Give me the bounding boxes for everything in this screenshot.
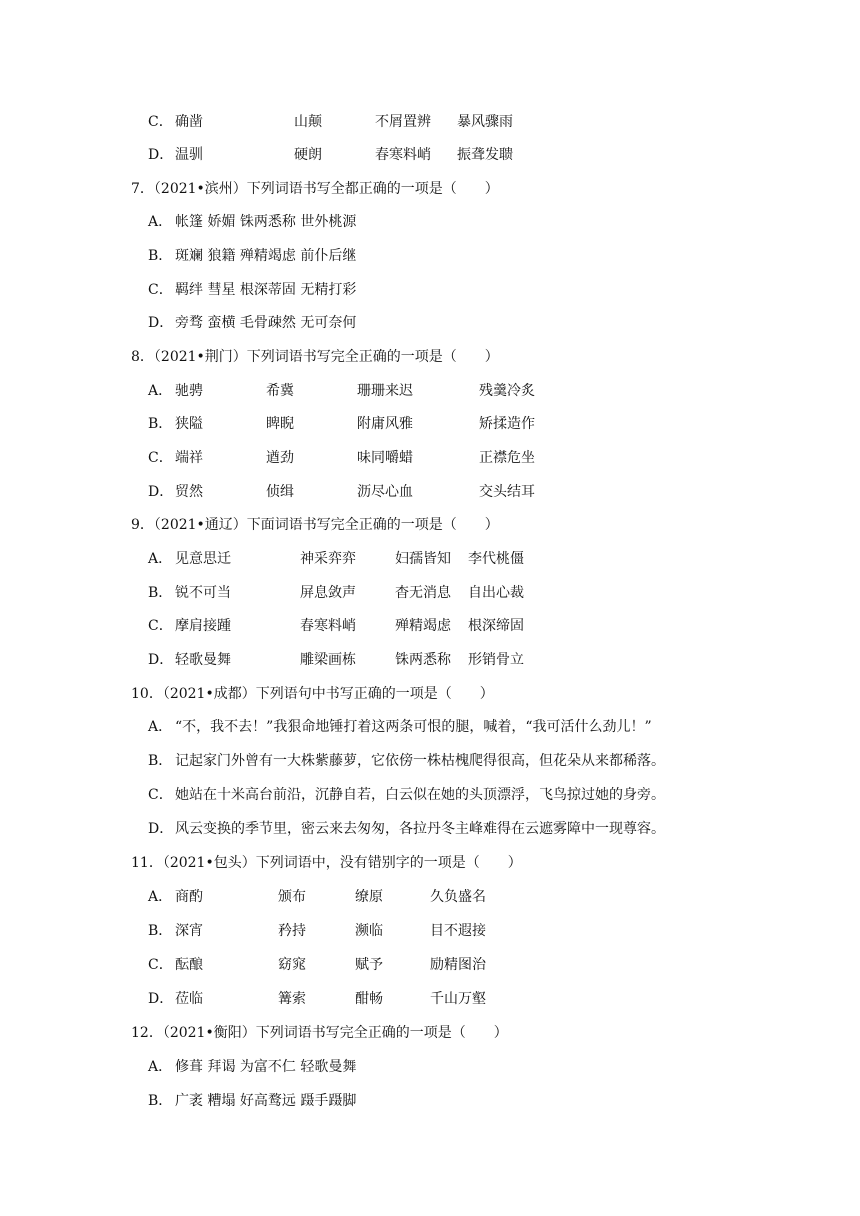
option-letter: C．: [148, 957, 173, 973]
option-term: 轻歌曼舞: [175, 652, 231, 668]
question-stem: 7．（2021•滨州）下列词语书写全都正确的一项是（ ）: [131, 181, 499, 197]
option-letter: A．: [148, 1059, 173, 1075]
option-term: 振聋发聩: [457, 147, 513, 163]
option-letter: B．: [148, 753, 173, 769]
option-letter: B．: [148, 1093, 173, 1109]
option-term: 斑斓 狼籍 殚精竭虑 前仆后继: [175, 248, 357, 264]
option-term: 温驯: [175, 147, 203, 163]
option-term: 根深缔固: [468, 618, 524, 634]
option-term: 旁骛 蛮横 毛骨疎然 无可奈何: [175, 315, 357, 331]
option-term: 端祥: [175, 450, 203, 466]
question-stem: 11．（2021•包头）下列词语中，没有错别字的一项是（ ）: [131, 855, 522, 871]
option-letter: A．: [148, 719, 173, 735]
option-term: 神采弈弈: [300, 551, 356, 567]
option-letter: D．: [148, 652, 174, 668]
option-letter: C．: [148, 450, 173, 466]
option-term: 附庸风雅: [357, 416, 413, 432]
option-term: 矜持: [278, 923, 306, 939]
option-letter: C．: [148, 282, 173, 298]
option-term: “不，我不去！”我狠命地锤打着这两条可恨的腿，喊着，“我可活什么劲儿！”: [175, 719, 652, 735]
question-stem: 8．（2021•荆门）下列词语书写完全正确的一项是（ ）: [131, 349, 499, 365]
option-letter: C．: [148, 114, 173, 130]
option-letter: C．: [148, 618, 173, 634]
option-term: 妇孺皆知: [395, 551, 451, 567]
option-term: 殚精竭虑: [395, 618, 451, 634]
option-term: 摩肩接踵: [175, 618, 231, 634]
option-term: 山颠: [294, 114, 322, 130]
option-letter: B．: [148, 248, 173, 264]
option-term: 雕梁画栋: [300, 652, 356, 668]
option-letter: B．: [148, 923, 173, 939]
option-term: 酣畅: [355, 991, 383, 1007]
option-term: 帐篷 娇媚 铢两悉称 世外桃源: [175, 214, 357, 230]
option-term: 正襟危坐: [479, 450, 535, 466]
option-letter: D．: [148, 147, 174, 163]
option-term: 矫揉造作: [479, 416, 535, 432]
option-term: 窈窕: [278, 957, 306, 973]
option-term: 铢两悉称: [395, 652, 451, 668]
option-term: 屏息敛声: [300, 585, 356, 601]
option-term: 风云变换的季节里，密云来去匆匆，各拉丹冬主峰难得在云遮雾障中一现尊容。: [175, 821, 665, 837]
option-term: 深宵: [175, 923, 203, 939]
option-term: 羁绊 彗星 根深蒂固 无精打彩: [175, 282, 357, 298]
option-term: 千山万壑: [430, 991, 486, 1007]
option-term: 莅临: [175, 991, 203, 1007]
option-term: 她站在十米高台前沿，沉静自若，白云似在她的头顶漂浮，飞鸟掠过她的身旁。: [175, 787, 665, 803]
option-term: 驰骋: [175, 383, 203, 399]
option-term: 记起家门外曾有一大株紫藤萝，它依傍一株枯槐爬得很高，但花朵从来都稀落。: [175, 753, 665, 769]
option-letter: A．: [148, 551, 173, 567]
option-letter: D．: [148, 821, 174, 837]
option-letter: B．: [148, 416, 173, 432]
option-term: 濒临: [355, 923, 383, 939]
option-term: 遒劲: [266, 450, 294, 466]
option-term: 杳无消息: [395, 585, 451, 601]
option-term: 锐不可当: [175, 585, 231, 601]
option-term: 沥尽心血: [357, 484, 413, 500]
option-term: 修葺 拜谒 为富不仁 轻歌曼舞: [175, 1059, 357, 1075]
option-term: 赋予: [355, 957, 383, 973]
option-term: 珊珊来迟: [357, 383, 413, 399]
option-term: 春寒料峭: [300, 618, 356, 634]
option-term: 狭隘: [175, 416, 203, 432]
option-term: 侦缉: [266, 484, 294, 500]
option-term: 贸然: [175, 484, 203, 500]
option-letter: C．: [148, 787, 173, 803]
option-term: 不屑置辨: [375, 114, 431, 130]
option-letter: D．: [148, 991, 174, 1007]
option-term: 睥睨: [266, 416, 294, 432]
question-stem: 12．（2021•衡阳）下列词语书写完全正确的一项是（ ）: [131, 1025, 508, 1041]
option-term: 暴风骤雨: [457, 114, 513, 130]
option-term: 春寒料峭: [375, 147, 431, 163]
option-term: 硬朗: [294, 147, 322, 163]
option-term: 颁布: [278, 889, 306, 905]
option-term: 目不遐接: [430, 923, 486, 939]
option-term: 形销骨立: [468, 652, 524, 668]
option-letter: A．: [148, 214, 173, 230]
option-letter: D．: [148, 315, 174, 331]
option-letter: D．: [148, 484, 174, 500]
option-term: 励精图治: [430, 957, 486, 973]
option-letter: A．: [148, 383, 173, 399]
option-term: 见意思迁: [175, 551, 231, 567]
option-term: 篝索: [278, 991, 306, 1007]
question-stem: 9．（2021•通辽）下面词语书写完全正确的一项是（ ）: [131, 517, 499, 533]
option-term: 自出心裁: [468, 585, 524, 601]
option-term: 希冀: [266, 383, 294, 399]
option-term: 酝酿: [175, 957, 203, 973]
option-term: 广袤 糟塌 好高鹜远 蹑手蹑脚: [175, 1093, 357, 1109]
option-term: 久负盛名: [430, 889, 486, 905]
option-term: 味同嚼蜡: [357, 450, 413, 466]
option-letter: A．: [148, 889, 173, 905]
option-term: 李代桃僵: [468, 551, 524, 567]
option-term: 交头结耳: [479, 484, 535, 500]
option-term: 商酌: [175, 889, 203, 905]
option-term: 缭原: [355, 889, 383, 905]
question-stem: 10．（2021•成都）下列语句中书写正确的一项是（ ）: [131, 686, 494, 702]
option-letter: B．: [148, 585, 173, 601]
option-term: 确凿: [175, 114, 203, 130]
option-term: 残羹冷炙: [479, 383, 535, 399]
